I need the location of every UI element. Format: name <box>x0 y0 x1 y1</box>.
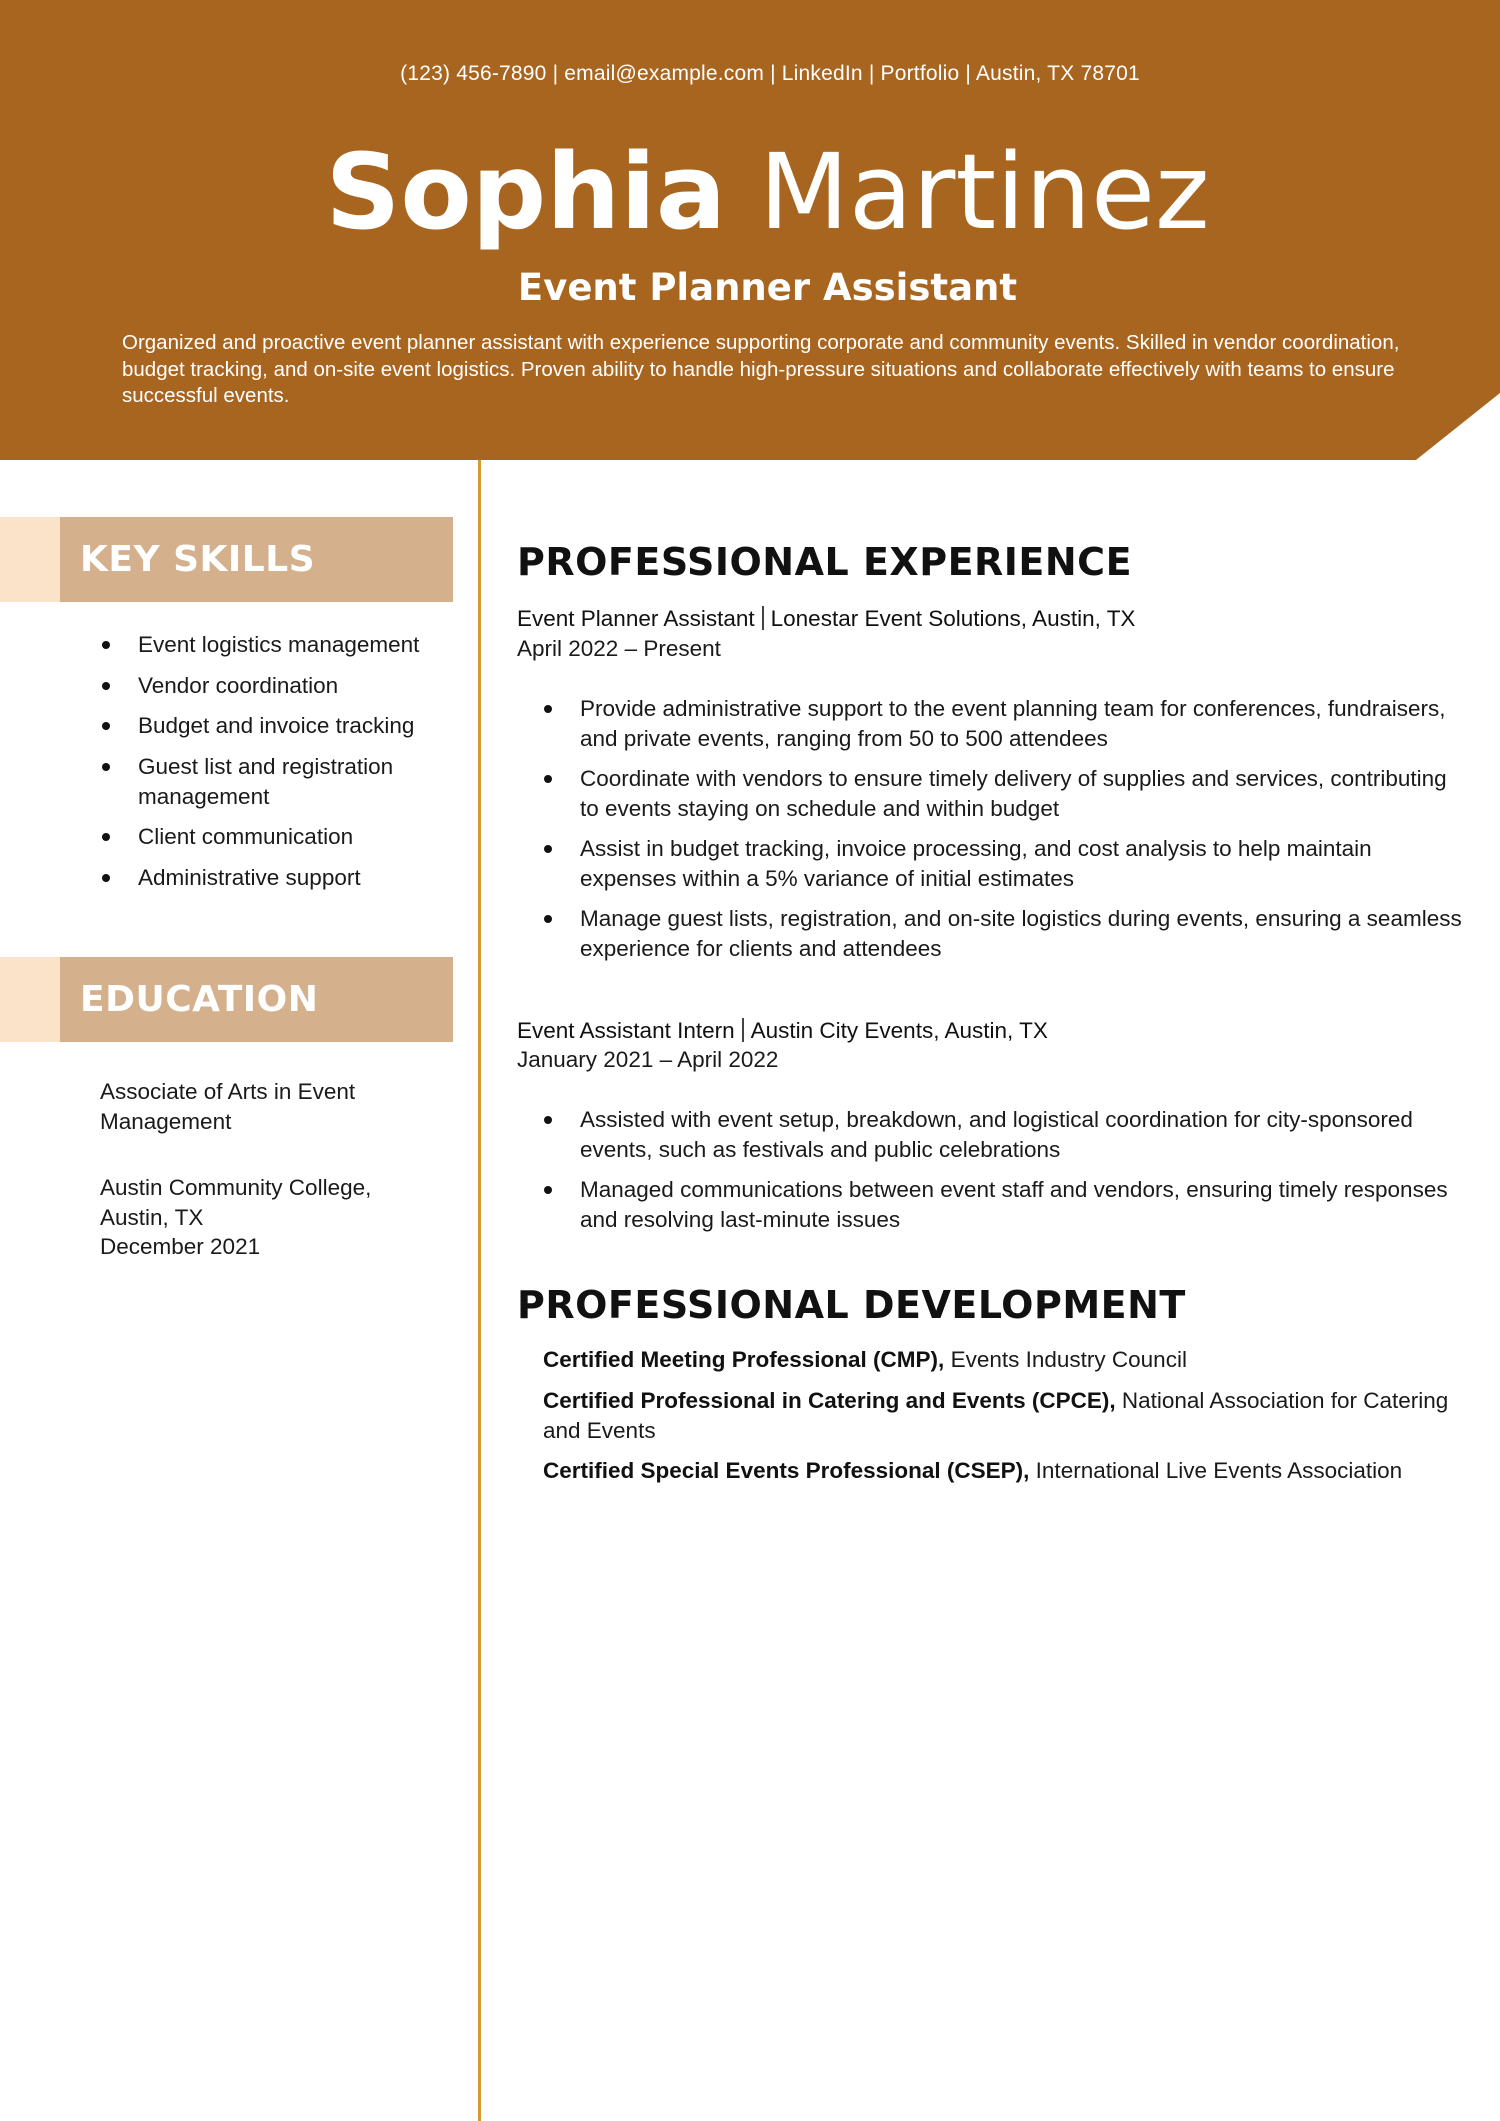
job-bullets <box>517 694 1467 974</box>
job-company: Lonestar Event Solutions, Austin, TX <box>770 606 1136 631</box>
certification-item <box>543 1456 1463 1486</box>
candidate-name <box>0 132 1500 252</box>
last-name: Martinez <box>759 131 1210 253</box>
bullet-item: Assist in budget tracking, invoice processing, and cost analysis to help maintain expenses within a 5% variance of initial estimates <box>517 834 1467 894</box>
certification-item <box>543 1345 1463 1375</box>
education-date: December 2021 <box>100 1234 261 1259</box>
education-degree: Associate of Arts in Event Management <box>100 1079 356 1134</box>
cert-org: National Association for Catering and Events <box>543 1388 1449 1443</box>
job-title: Event Planner Assistant <box>517 266 1018 309</box>
cert-name: Certified Professional in Catering and Events (CPCE), <box>543 1388 1116 1413</box>
cert-org: International Live Events Association <box>1035 1458 1403 1483</box>
cert-name: Certified Meeting Professional (CMP), <box>543 1347 945 1372</box>
bullet-item: Coordinate with vendors to ensure timely delivery of supplies and services, contributing to events staying on schedule and within budget <box>517 764 1467 824</box>
skill-item: Event logistics management <box>100 630 460 660</box>
bullet-item: Provide administrative support to the event planning team for conferences, fundraisers, and private events, ranging from 50 to 500 attendees <box>517 694 1467 754</box>
development-heading: PROFESSIONAL DEVELOPMENT <box>517 1283 1186 1327</box>
bullet-item: Managed communications between event staff and vendors, ensuring timely responses and resolving last-minute issues <box>517 1175 1467 1235</box>
bullet-item: Assisted with event setup, breakdown, and logistical coordination for city-sponsored events, such as festivals and public celebrations <box>517 1105 1467 1165</box>
cert-name: Certified Special Events Professional (CSEP), <box>543 1458 1030 1483</box>
job-dates: January 2021 – April 2022 <box>517 1047 779 1072</box>
job-bullets <box>517 1105 1467 1245</box>
education-heading-block <box>0 957 453 1042</box>
skill-item: Guest list and registration management <box>100 752 460 812</box>
heading-tab <box>0 957 60 1042</box>
education-heading: EDUCATION <box>60 957 453 1042</box>
skills-heading-block <box>0 517 453 602</box>
first-name: Sophia <box>325 131 727 253</box>
education-location: Austin, TX <box>100 1205 204 1230</box>
experience-heading: PROFESSIONAL EXPERIENCE <box>517 540 1133 584</box>
job-dates: April 2022 – Present <box>517 636 721 661</box>
skills-heading: KEY SKILLS <box>60 517 453 602</box>
skill-item: Vendor coordination <box>100 671 460 701</box>
cert-org: Events Industry Council <box>950 1347 1187 1372</box>
heading-tab <box>0 517 60 602</box>
certification-item <box>543 1386 1463 1446</box>
contact-info: (123) 456-7890 | email@example.com | LinkedIn | Portfolio | Austin, TX 78701 <box>400 62 1140 85</box>
job-role: Event Assistant Intern <box>517 1018 735 1043</box>
separator <box>742 1018 744 1042</box>
education-school: Austin Community College, <box>100 1175 372 1200</box>
skill-item: Budget and invoice tracking <box>100 711 460 741</box>
skills-list <box>100 630 460 903</box>
job-header <box>517 1016 1048 1046</box>
summary: Organized and proactive event planner assistant with experience supporting corporate and community events. Skilled in vendor coordination, budget tracking, and on-site event logistics. Proven ability to handle high-pressure situations and collaborate effectively with teams to ensure successful events. <box>122 331 1400 407</box>
bullet-item: Manage guest lists, registration, and on-site logistics during events, ensuring a seamless experience for clients and attendees <box>517 904 1467 964</box>
skill-item: Client communication <box>100 822 460 852</box>
job-role: Event Planner Assistant <box>517 606 755 631</box>
job-company: Austin City Events, Austin, TX <box>750 1018 1048 1043</box>
skill-item: Administrative support <box>100 863 460 893</box>
job-header <box>517 604 1135 634</box>
separator <box>762 606 764 630</box>
column-divider <box>478 460 481 2121</box>
